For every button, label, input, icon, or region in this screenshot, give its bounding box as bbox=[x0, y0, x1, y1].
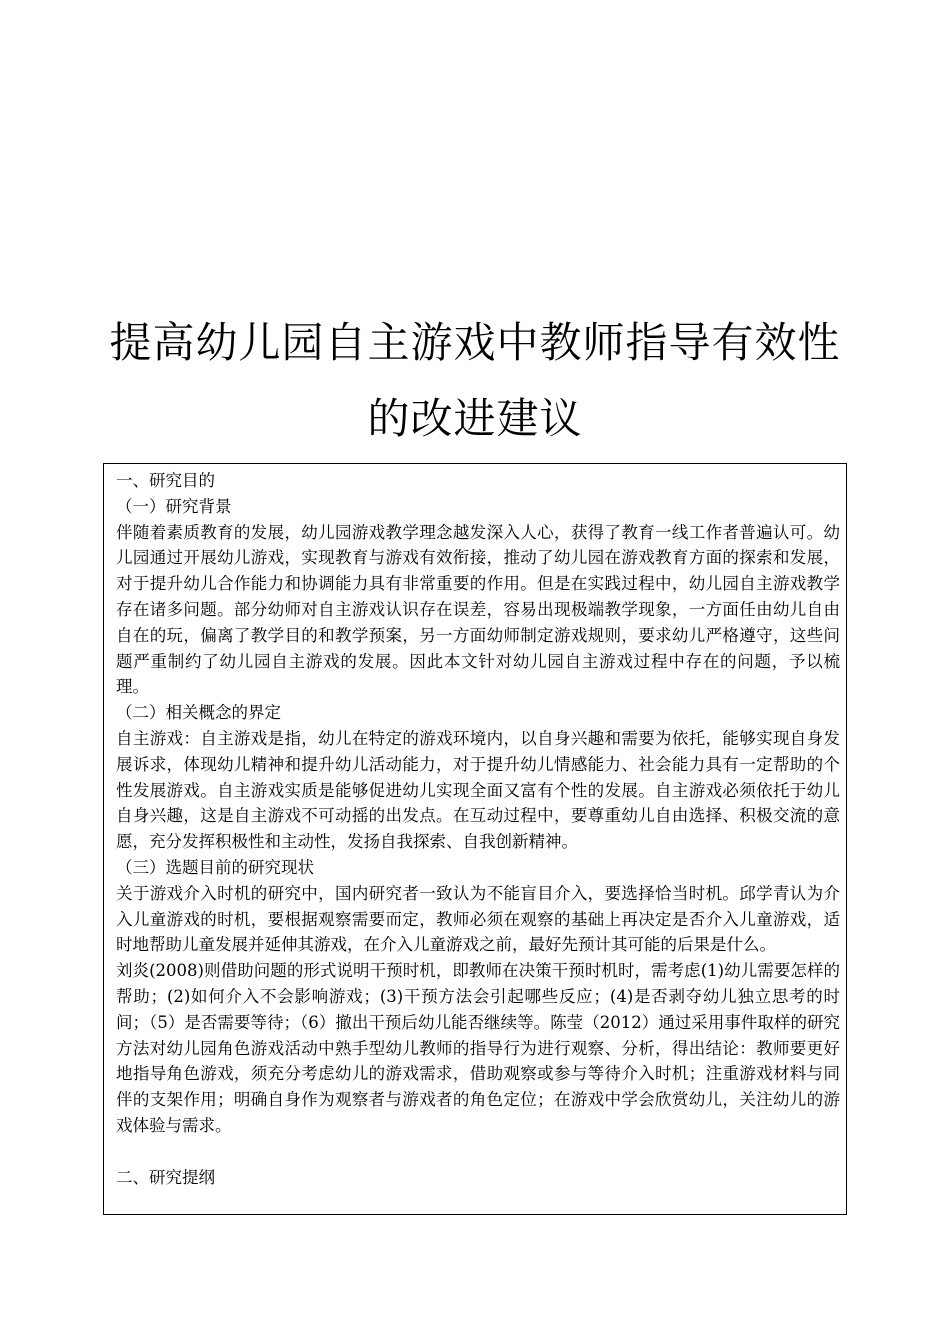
paragraph-concept: 自主游戏：自主游戏是指，幼儿在特定的游戏环境内，以自身兴趣和需要为依托，能够实现自身发展诉求，体现幼儿精神和提升幼儿活动能力，对于提升幼儿情感能力、社会能力具有一定帮助的个性发展游戏。自主游戏实质是能够促进幼儿实现全面又富有个性的发展。自主游戏必须依托于幼儿自身兴趣，这是自主游戏不可动摇的出发点。在互动过程中，要尊重幼儿自由选择、积极交流的意愿，充分发挥积极性和主动性，发扬自我探索、自我创新精神。 bbox=[116, 728, 840, 852]
content-body bbox=[116, 468, 840, 1190]
content-table-cell bbox=[103, 463, 847, 1215]
subheading-research-status: （三）选题目前的研究现状 bbox=[116, 857, 314, 877]
blank-line bbox=[116, 1139, 840, 1165]
document-title-line-1: 提高幼儿园自主游戏中教师指导有效性 bbox=[109, 318, 841, 367]
paragraph-status-2: 刘炎(2008)则借助问题的形式说明干预时机，即教师在决策干预时机时，需考虑(1)幼儿需要怎样的帮助；(2)如何介入不会影响游戏；(3)干预方法会引起哪些反应；(4)是否剥夺幼儿独立思考的时间；（5）是否需要等待；（6）撤出干预后幼儿能否继续等。陈莹（2012）通过采用事件取样的研究方法对幼儿园角色游戏活动中熟手型幼儿教师的指导行为进行观察、分析，得出结论：教师要更好地指导角色游戏，须充分考虑幼儿的游戏需求，借助观察或参与等待介入时机；注重游戏材料与同伴的支架作用；明确自身作为观察者与游戏者的角色定位；在游戏中学会欣赏幼儿，关注幼儿的游戏体验与需求。 bbox=[116, 961, 840, 1135]
subheading-research-background: （一）研究背景 bbox=[116, 496, 232, 516]
paragraph-status-1: 关于游戏介入时机的研究中，国内研究者一致认为不能盲目介入，要选择恰当时机。邱学青认为介入儿童游戏的时机，要根据观察需要而定，教师必须在观察的基础上再决定是否介入儿童游戏，适时地帮助儿童发展并延伸其游戏，在介入儿童游戏之前，最好先预计其可能的后果是什么。 bbox=[116, 883, 840, 955]
document-title-line-2: 的改进建议 bbox=[367, 394, 583, 443]
subheading-concept-definition: （二）相关概念的界定 bbox=[116, 703, 281, 723]
heading-research-purpose: 一、研究目的 bbox=[116, 471, 215, 490]
heading-research-outline: 二、研究提纲 bbox=[116, 1167, 215, 1187]
paragraph-background: 伴随着素质教育的发展，幼儿园游戏教学理念越发深入人心，获得了教育一线工作者普遍认可。幼儿园通过开展幼儿游戏，实现教育与游戏有效衔接，推动了幼儿园在游戏教育方面的探索和发展，对于提升幼儿合作能力和协调能力具有非常重要的作用。但是在实践过程中，幼儿园自主游戏教学存在诸多问题。部分幼师对自主游戏认识存在误差，容易出现极端教学现象，一方面任由幼儿自由自在的玩，偏离了教学目的和教学预案，另一方面幼师制定游戏规则，要求幼儿严格遵守，这些问题严重制约了幼儿园自主游戏的发展。因此本文针对幼儿园自主游戏过程中存在的问题，予以梳理。 bbox=[116, 522, 840, 697]
